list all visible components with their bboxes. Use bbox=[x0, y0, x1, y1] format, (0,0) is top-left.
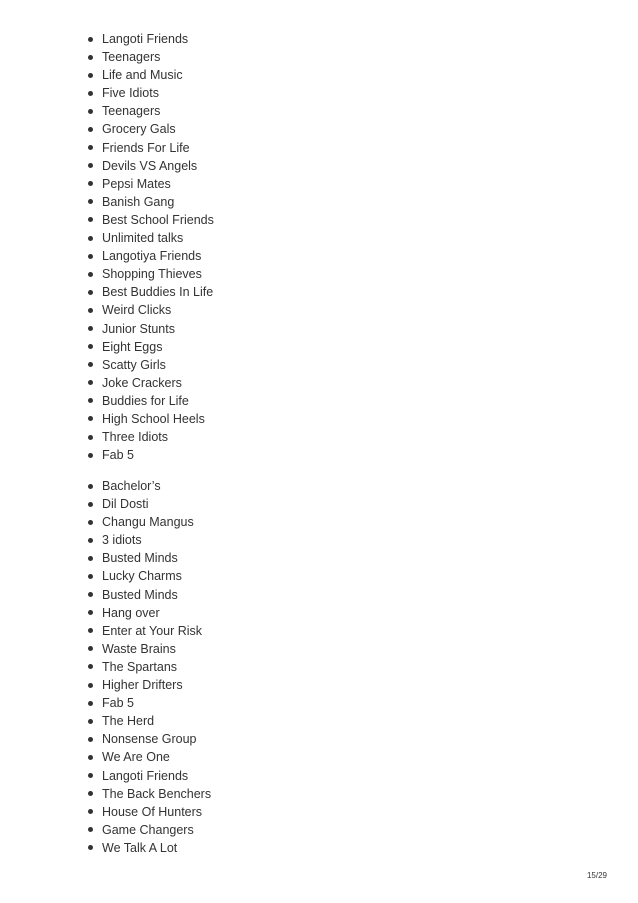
list-item: The Back Benchers bbox=[86, 785, 211, 803]
list-item: Friends For Life bbox=[86, 139, 214, 157]
list-item: Scatty Girls bbox=[86, 356, 214, 374]
list-item: Grocery Gals bbox=[86, 120, 214, 138]
list-item: Eight Eggs bbox=[86, 338, 214, 356]
list-item: High School Heels bbox=[86, 410, 214, 428]
list-item: The Herd bbox=[86, 712, 211, 730]
list-item: Buddies for Life bbox=[86, 392, 214, 410]
name-list-2 bbox=[86, 477, 211, 857]
list-item: Changu Mangus bbox=[86, 513, 211, 531]
list-item: Three Idiots bbox=[86, 428, 214, 446]
list-item: Higher Drifters bbox=[86, 676, 211, 694]
list-item: Bachelor’s bbox=[86, 477, 211, 495]
list-item: Junior Stunts bbox=[86, 320, 214, 338]
list-item: Fab 5 bbox=[86, 446, 214, 464]
list-item: Unlimited talks bbox=[86, 229, 214, 247]
list-item: Joke Crackers bbox=[86, 374, 214, 392]
list-item: Busted Minds bbox=[86, 586, 211, 604]
list-item: Nonsense Group bbox=[86, 730, 211, 748]
list-item: Lucky Charms bbox=[86, 567, 211, 585]
list-item: Langotiya Friends bbox=[86, 247, 214, 265]
list-item: Shopping Thieves bbox=[86, 265, 214, 283]
list-item: Best Buddies In Life bbox=[86, 283, 214, 301]
list-item: 3 idiots bbox=[86, 531, 211, 549]
list-item: We Are One bbox=[86, 748, 211, 766]
list-item: Weird Clicks bbox=[86, 301, 214, 319]
name-list-1 bbox=[86, 30, 214, 464]
list-item: Dil Dosti bbox=[86, 495, 211, 513]
list-item: Five Idiots bbox=[86, 84, 214, 102]
list-item: House Of Hunters bbox=[86, 803, 211, 821]
list-item: Langoti Friends bbox=[86, 767, 211, 785]
list-item: Waste Brains bbox=[86, 640, 211, 658]
list-item: Game Changers bbox=[86, 821, 211, 839]
list-item: Hang over bbox=[86, 604, 211, 622]
list-item: We Talk A Lot bbox=[86, 839, 211, 857]
list-item: Pepsi Mates bbox=[86, 175, 214, 193]
list-item: Teenagers bbox=[86, 48, 214, 66]
page-number: 15/29 bbox=[586, 871, 607, 880]
list-item: Devils VS Angels bbox=[86, 157, 214, 175]
list-item: Langoti Friends bbox=[86, 30, 214, 48]
list-item: Teenagers bbox=[86, 102, 214, 120]
list-item: Banish Gang bbox=[86, 193, 214, 211]
list-item: Enter at Your Risk bbox=[86, 622, 211, 640]
list-item: The Spartans bbox=[86, 658, 211, 676]
list-item: Best School Friends bbox=[86, 211, 214, 229]
list-item: Fab 5 bbox=[86, 694, 211, 712]
list-item: Busted Minds bbox=[86, 549, 211, 567]
list-item: Life and Music bbox=[86, 66, 214, 84]
